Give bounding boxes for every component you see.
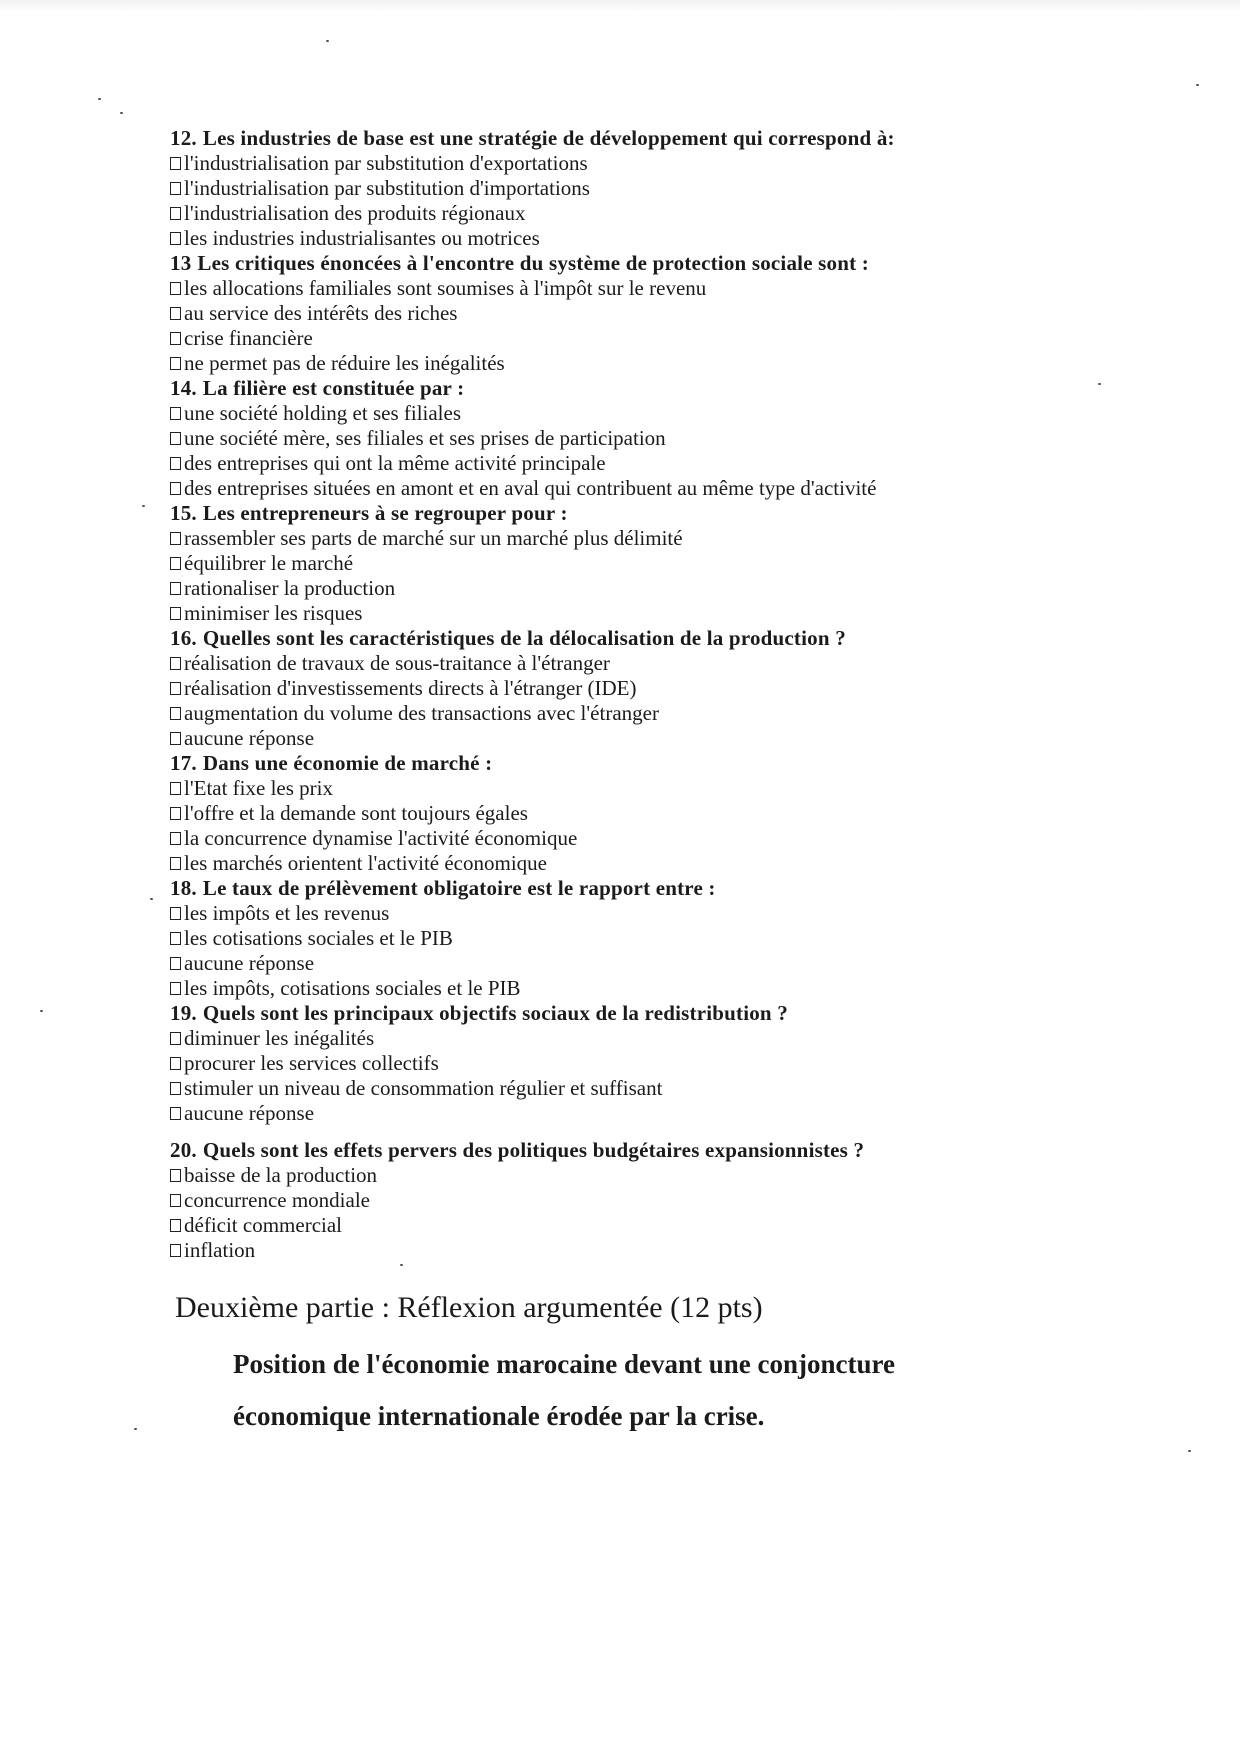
question-text: Les entrepreneurs à se regrouper pour : [202, 501, 568, 525]
question-number: 16. [170, 626, 197, 650]
option-label: les allocations familiales sont soumises à l'impôt sur le revenu [184, 276, 707, 300]
question-title [170, 876, 1050, 901]
answer-option[interactable] [170, 1163, 1050, 1188]
question-text: Quels sont les effets pervers des politiques budgétaires expansionnistes ? [202, 1138, 865, 1162]
checkbox[interactable] [170, 1244, 181, 1257]
question-title [170, 376, 1050, 401]
question-text: Les critiques énoncées à l'encontre du système de protection sociale sont : [197, 251, 869, 275]
checkbox[interactable] [170, 407, 181, 420]
answer-option[interactable] [170, 401, 1050, 426]
answer-option[interactable] [170, 1076, 1050, 1101]
answer-option[interactable] [170, 701, 1050, 726]
checkbox[interactable] [170, 1032, 181, 1045]
checkbox[interactable] [170, 807, 181, 820]
checkbox[interactable] [170, 182, 181, 195]
question-17 [170, 751, 1050, 876]
option-label: inflation [184, 1238, 256, 1262]
part2-heading: Deuxième partie : Réflexion argumentée (12 pts) [175, 1291, 763, 1324]
option-label: l'industrialisation par substitution d'exportations [184, 151, 588, 175]
checkbox[interactable] [170, 332, 181, 345]
checkbox[interactable] [170, 357, 181, 370]
answer-option[interactable] [170, 551, 1050, 576]
answer-option[interactable] [170, 776, 1050, 801]
answer-option[interactable] [170, 651, 1050, 676]
answer-option[interactable] [170, 726, 1050, 751]
option-label: les marchés orientent l'activité économique [184, 851, 547, 875]
question-13 [170, 251, 1050, 376]
question-title [170, 251, 1050, 276]
checkbox[interactable] [170, 207, 181, 220]
checkbox[interactable] [170, 832, 181, 845]
scan-speck [1188, 1450, 1191, 1452]
options-list [170, 1026, 1050, 1126]
questions-block [170, 126, 1050, 1263]
options-list [170, 776, 1050, 876]
checkbox[interactable] [170, 582, 181, 595]
checkbox[interactable] [170, 957, 181, 970]
question-title [170, 1138, 1050, 1163]
scan-speck [1196, 84, 1199, 86]
checkbox[interactable] [170, 282, 181, 295]
checkbox[interactable] [170, 557, 181, 570]
answer-option[interactable] [170, 901, 1050, 926]
checkbox[interactable] [170, 1169, 181, 1182]
option-label: augmentation du volume des transactions avec l'étranger [184, 701, 659, 725]
scan-top-edge [0, 0, 1240, 12]
answer-option[interactable] [170, 176, 1050, 201]
answer-option[interactable] [170, 951, 1050, 976]
checkbox[interactable] [170, 307, 181, 320]
question-text: Quels sont les principaux objectifs sociaux de la redistribution ? [202, 1001, 788, 1025]
scan-speck [150, 898, 153, 900]
checkbox[interactable] [170, 982, 181, 995]
scan-speck [1098, 383, 1101, 385]
option-label: une société mère, ses filiales et ses prises de participation [184, 426, 666, 450]
option-label: concurrence mondiale [184, 1188, 370, 1212]
question-text: La filière est constituée par : [202, 376, 465, 400]
question-number: 12. [170, 126, 197, 150]
option-label: l'offre et la demande sont toujours égales [184, 801, 528, 825]
question-text: Les industries de base est une stratégie de développement qui correspond à: [202, 126, 895, 150]
options-list [170, 901, 1050, 1001]
checkbox[interactable] [170, 932, 181, 945]
question-12 [170, 126, 1050, 251]
question-title [170, 1001, 1050, 1026]
answer-option[interactable] [170, 851, 1050, 876]
essay-topic [233, 1338, 1033, 1442]
option-label: déficit commercial [184, 1213, 343, 1237]
answer-option[interactable] [170, 426, 1050, 451]
options-list [170, 526, 1050, 626]
checkbox[interactable] [170, 607, 181, 620]
answer-option[interactable] [170, 601, 1050, 626]
checkbox[interactable] [170, 1057, 181, 1070]
question-number: 20. [170, 1138, 197, 1162]
option-label: une société holding et ses filiales [184, 401, 462, 425]
option-label: aucune réponse [184, 726, 315, 750]
scan-speck [142, 505, 145, 507]
question-16 [170, 626, 1050, 751]
answer-option[interactable] [170, 1051, 1050, 1076]
answer-option[interactable] [170, 1101, 1050, 1126]
checkbox[interactable] [170, 857, 181, 870]
answer-option[interactable] [170, 301, 1050, 326]
option-label: ne permet pas de réduire les inégalités [184, 351, 505, 375]
scan-speck [400, 1264, 403, 1266]
option-label: aucune réponse [184, 1101, 315, 1125]
question-19 [170, 1001, 1050, 1126]
options-list [170, 151, 1050, 251]
checkbox[interactable] [170, 232, 181, 245]
answer-option[interactable] [170, 201, 1050, 226]
answer-option[interactable] [170, 1238, 1050, 1263]
question-text: Quelles sont les caractéristiques de la délocalisation de la production ? [202, 626, 846, 650]
checkbox[interactable] [170, 707, 181, 720]
options-list [170, 276, 1050, 376]
answer-option[interactable] [170, 451, 1050, 476]
option-label: l'Etat fixe les prix [184, 776, 333, 800]
option-label: au service des intérêts des riches [184, 301, 458, 325]
option-label: rassembler ses parts de marché sur un marché plus délimité [184, 526, 683, 550]
question-14 [170, 376, 1050, 501]
scan-speck [98, 98, 101, 100]
answer-option[interactable] [170, 151, 1050, 176]
scan-speck [134, 1428, 137, 1430]
option-label: équilibrer le marché [184, 551, 354, 575]
question-title [170, 126, 1050, 151]
answer-option[interactable] [170, 226, 1050, 251]
option-label: les impôts, cotisations sociales et le PIB [184, 976, 521, 1000]
answer-option[interactable] [170, 1213, 1050, 1238]
checkbox[interactable] [170, 432, 181, 445]
question-text: Le taux de prélèvement obligatoire est le rapport entre : [202, 876, 716, 900]
question-18 [170, 876, 1050, 1001]
option-label: minimiser les risques [184, 601, 363, 625]
checkbox[interactable] [170, 532, 181, 545]
option-label: stimuler un niveau de consommation régulier et suffisant [184, 1076, 663, 1100]
option-label: l'industrialisation par substitution d'importations [184, 176, 590, 200]
answer-option[interactable] [170, 826, 1050, 851]
option-label: l'industrialisation des produits régionaux [184, 201, 526, 225]
checkbox[interactable] [170, 682, 181, 695]
answer-option[interactable] [170, 926, 1050, 951]
option-label: rationaliser la production [184, 576, 396, 600]
question-title [170, 501, 1050, 526]
option-label: diminuer les inégalités [184, 1026, 375, 1050]
option-label: procurer les services collectifs [184, 1051, 439, 1075]
essay-topic-line-2: économique internationale érodée par la crise. [233, 1401, 765, 1431]
answer-option[interactable] [170, 676, 1050, 701]
question-number: 17. [170, 751, 197, 775]
question-number: 13 [170, 251, 192, 275]
essay-topic-line-1: Position de l'économie marocaine devant une conjoncture [233, 1349, 895, 1379]
answer-option[interactable] [170, 801, 1050, 826]
answer-option[interactable] [170, 576, 1050, 601]
option-label: des entreprises situées en amont et en aval qui contribuent au même type d'activité [184, 476, 877, 500]
options-list [170, 1163, 1050, 1263]
answer-option[interactable] [170, 326, 1050, 351]
answer-option[interactable] [170, 526, 1050, 551]
question-title [170, 626, 1050, 651]
option-label: les industries industrialisantes ou motrices [184, 226, 540, 250]
checkbox[interactable] [170, 1194, 181, 1207]
answer-option[interactable] [170, 976, 1050, 1001]
scan-speck [326, 40, 329, 42]
option-label: baisse de la production [184, 1163, 378, 1187]
option-label: aucune réponse [184, 951, 315, 975]
answer-option[interactable] [170, 1188, 1050, 1213]
checkbox[interactable] [170, 157, 181, 170]
question-title [170, 751, 1050, 776]
options-list [170, 401, 1050, 501]
checkbox[interactable] [170, 782, 181, 795]
scan-speck [120, 112, 123, 114]
checkbox[interactable] [170, 1082, 181, 1095]
checkbox[interactable] [170, 907, 181, 920]
option-label: réalisation de travaux de sous-traitance à l'étranger [184, 651, 610, 675]
option-label: les cotisations sociales et le PIB [184, 926, 453, 950]
checkbox[interactable] [170, 1107, 181, 1120]
answer-option[interactable] [170, 276, 1050, 301]
checkbox[interactable] [170, 482, 181, 495]
option-label: réalisation d'investissements directs à l'étranger (IDE) [184, 676, 637, 700]
option-label: les impôts et les revenus [184, 901, 390, 925]
checkbox[interactable] [170, 732, 181, 745]
question-number: 14. [170, 376, 197, 400]
option-label: crise financière [184, 326, 313, 350]
answer-option[interactable] [170, 1026, 1050, 1051]
answer-option[interactable] [170, 351, 1050, 376]
checkbox[interactable] [170, 457, 181, 470]
option-label: la concurrence dynamise l'activité économique [184, 826, 578, 850]
question-text: Dans une économie de marché : [202, 751, 493, 775]
question-15 [170, 501, 1050, 626]
question-20 [170, 1138, 1050, 1263]
options-list [170, 651, 1050, 751]
answer-option[interactable] [170, 476, 1050, 501]
checkbox[interactable] [170, 1219, 181, 1232]
question-number: 15. [170, 501, 197, 525]
option-label: des entreprises qui ont la même activité principale [184, 451, 606, 475]
question-number: 18. [170, 876, 197, 900]
scan-speck [40, 1010, 43, 1012]
question-number: 19. [170, 1001, 197, 1025]
checkbox[interactable] [170, 657, 181, 670]
